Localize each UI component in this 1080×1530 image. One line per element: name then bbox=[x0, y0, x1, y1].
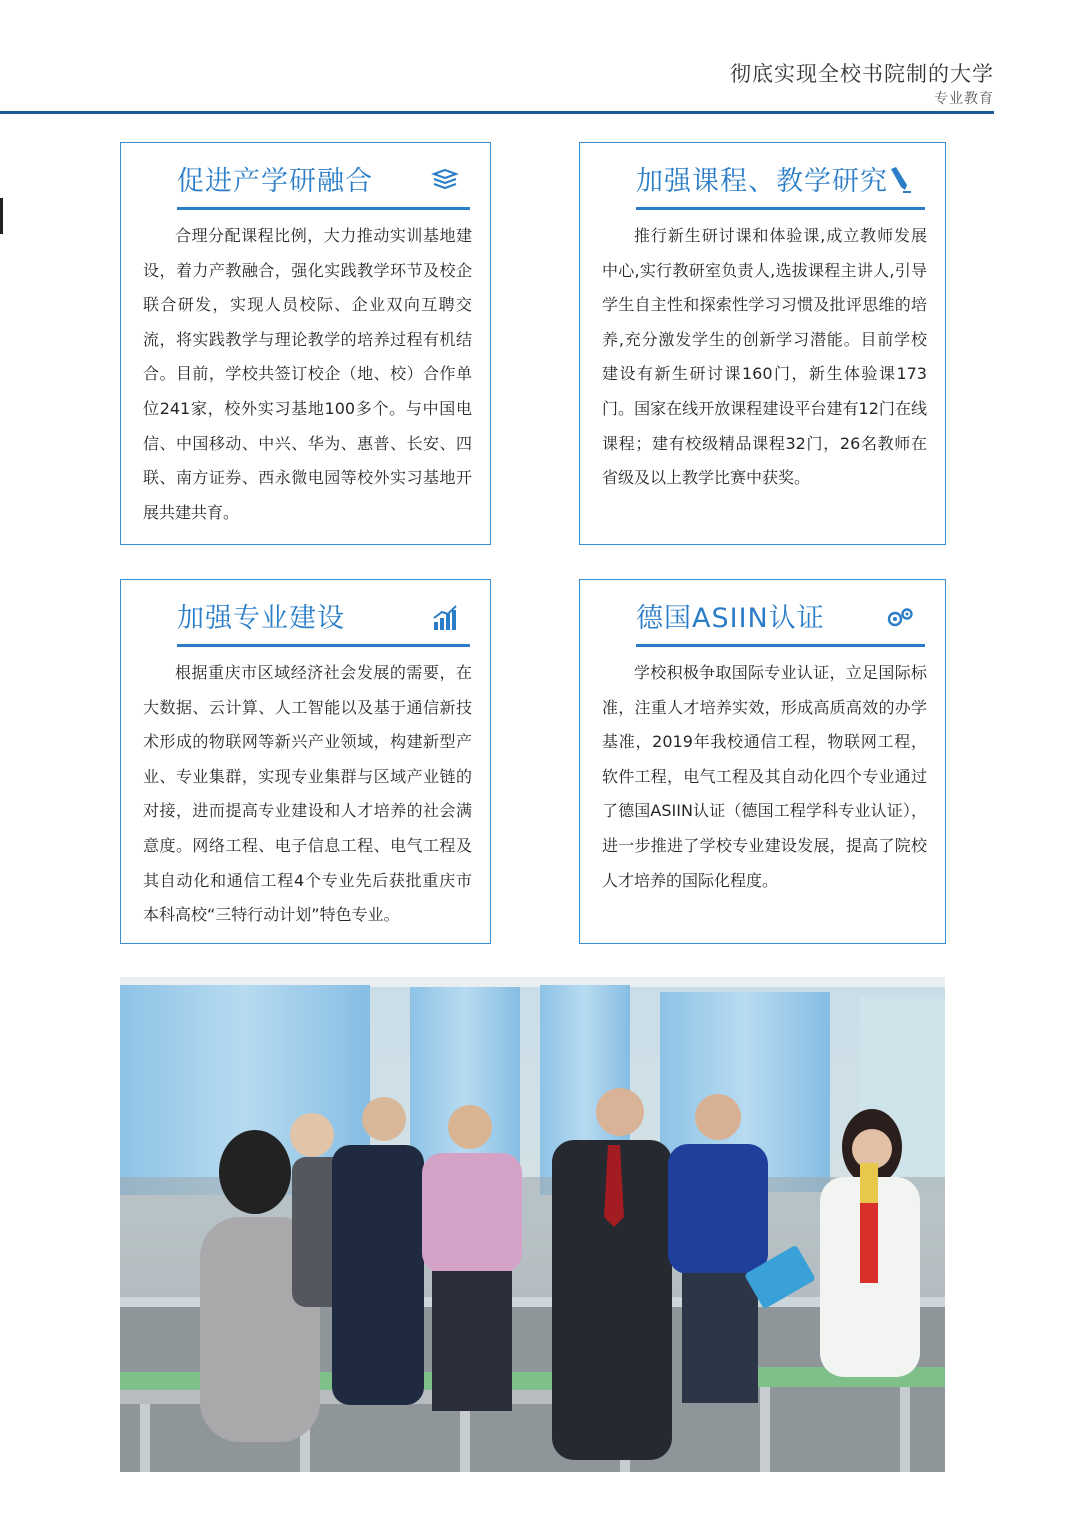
card-header bbox=[636, 155, 925, 211]
card-body: 合理分配课程比例，大力推动实训基地建设，着力产教融合，强化实践教学环节及校企联合研发，实现人员校际、企业双向互聘交流，将实践教学与理论教学的培养过程有机结合。目前，学校共签订校企（地、校）合作单位241家，校外实习基地100多个。与中国电信、中国移动、中兴、华为、惠普、长安、四联、南方证券、西永微电园等校外实习基地开展共建共育。 bbox=[143, 226, 472, 522]
card-body: 根据重庆市区域经济社会发展的需要，在大数据、云计算、人工智能以及基于通信新技术形成的物联网等新兴产业领域，构建新型产业、专业集群，实现专业集群与区域产业链的对接，进而提高专业建设和人才培养的社会满意度。网络工程、电子信息工程、电气工程及其自动化和通信工程4个专业先后获批重庆市本科高校“三特行动计划”特色专业。 bbox=[143, 663, 472, 925]
header-subtitle: 专业教育 bbox=[934, 91, 994, 107]
bar-chart-icon bbox=[430, 602, 460, 632]
gears-icon bbox=[885, 602, 915, 632]
card-title: 德国ASIIN认证 bbox=[636, 603, 825, 634]
header-title: 彻底实现全校书院制的大学 bbox=[730, 62, 994, 86]
card-divider bbox=[636, 207, 925, 210]
card-header bbox=[636, 592, 925, 648]
header-divider bbox=[0, 111, 994, 114]
card-divider bbox=[636, 644, 925, 647]
card-asiin-certification bbox=[579, 579, 946, 944]
card-body: 学校积极争取国际专业认证，立足国际标准，注重人才培养实效，形成高质高效的办学基准，2019年我校通信工程，物联网工程，软件工程，电气工程及其自动化四个专业通过了德国ASIIN认证（德国工程学科专业认证），进一步推进了学校专业建设发展，提高了院校人才培养的国际化程度。 bbox=[602, 663, 927, 890]
card-title: 促进产学研融合 bbox=[177, 166, 373, 197]
card-title: 加强专业建设 bbox=[177, 603, 345, 634]
card-industry-research bbox=[120, 142, 491, 545]
page-edge-mark bbox=[0, 198, 3, 234]
pen-icon bbox=[885, 165, 915, 195]
card-major-construction bbox=[120, 579, 491, 944]
card-body: 推行新生研讨课和体验课,成立教师发展中心,实行教研室负责人,选拔课程主讲人,引导学生自主性和探索性学习习惯及批评思维的培养,充分激发学生的创新学习潜能。目前学校建设有新生研讨课160门，新生体验课173门。国家在线开放课程建设平台建有12门在线课程；建有校级精品课程32门，26名教师在省级及以上教学比赛中获奖。 bbox=[602, 226, 927, 488]
card-divider bbox=[177, 644, 470, 647]
card-title: 加强课程、教学研究 bbox=[636, 166, 888, 197]
card-header bbox=[177, 592, 470, 648]
card-curriculum-research bbox=[579, 142, 946, 545]
lab-visit-photo bbox=[120, 977, 945, 1472]
card-header bbox=[177, 155, 470, 211]
card-divider bbox=[177, 207, 470, 210]
books-stack-icon bbox=[430, 165, 460, 195]
